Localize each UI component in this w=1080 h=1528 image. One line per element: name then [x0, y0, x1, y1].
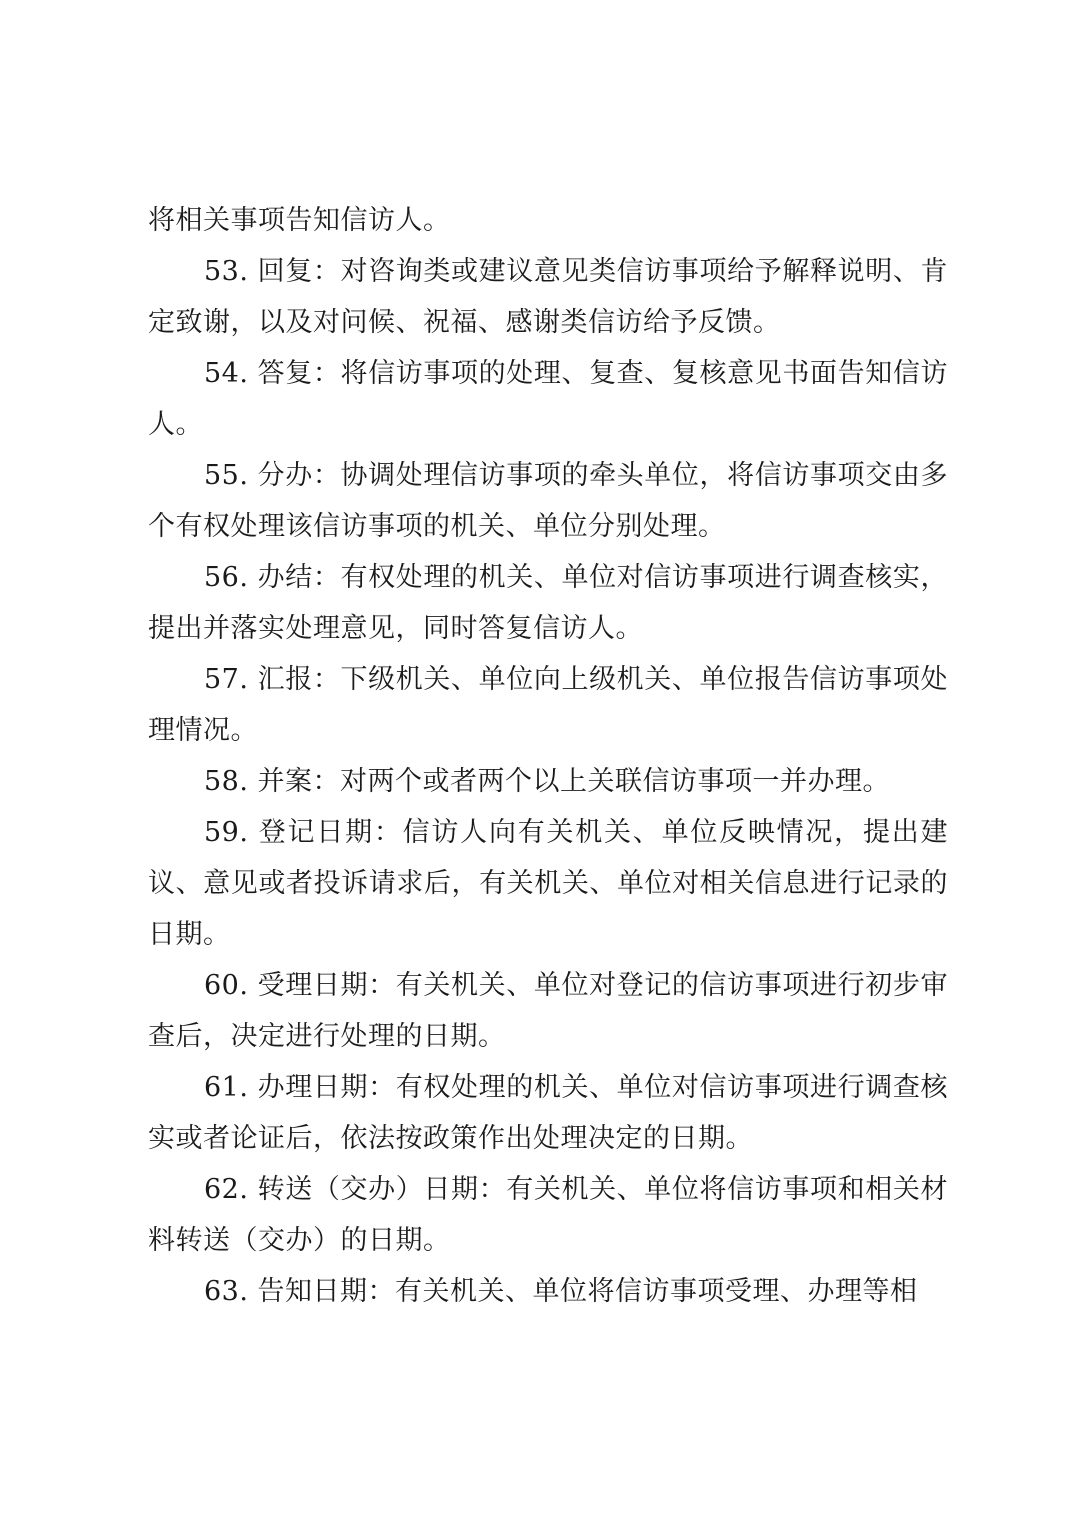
paragraph-item-63: 63. 告知日期：有关机关、单位将信访事项受理、办理等相: [204, 1276, 918, 1307]
paragraph-item-57: 57. 汇报：下级机关、单位向上级机关、单位报告信访事项处理情况。: [148, 664, 948, 746]
paragraph-item-54: 54. 答复：将信访事项的处理、复查、复核意见书面告知信访人。: [148, 358, 948, 440]
paragraph-item-62: 62. 转送（交办）日期：有关机关、单位将信访事项和相关材料转送（交办）的日期。: [148, 1174, 948, 1256]
paragraph-item-55: 55. 分办：协调处理信访事项的牵头单位，将信访事项交由多个有权处理该信访事项的机关、单位分别处理。: [148, 460, 948, 542]
paragraph-continuation: 将相关事项告知信访人。: [148, 205, 451, 236]
paragraph-item-53: 53. 回复：对咨询类或建议意见类信访事项给予解释说明、肯定致谢，以及对问候、祝福、感谢类信访给予反馈。: [148, 256, 948, 338]
paragraph-item-61: 61. 办理日期：有权处理的机关、单位对信访事项进行调查核实或者论证后，依法按政策作出处理决定的日期。: [148, 1072, 948, 1154]
paragraph-item-59: 59. 登记日期：信访人向有关机关、单位反映情况，提出建议、意见或者投诉请求后，有关机关、单位对相关信息进行记录的日期。: [148, 817, 948, 950]
paragraph-item-58: 58. 并案：对两个或者两个以上关联信访事项一并办理。: [204, 766, 891, 797]
paragraph-item-56: 56. 办结：有权处理的机关、单位对信访事项进行调查核实，提出并落实处理意见，同时答复信访人。: [148, 562, 948, 644]
paragraph-item-60: 60. 受理日期：有关机关、单位对登记的信访事项进行初步审查后，决定进行处理的日期。: [148, 970, 948, 1052]
document-body: [148, 195, 948, 1317]
